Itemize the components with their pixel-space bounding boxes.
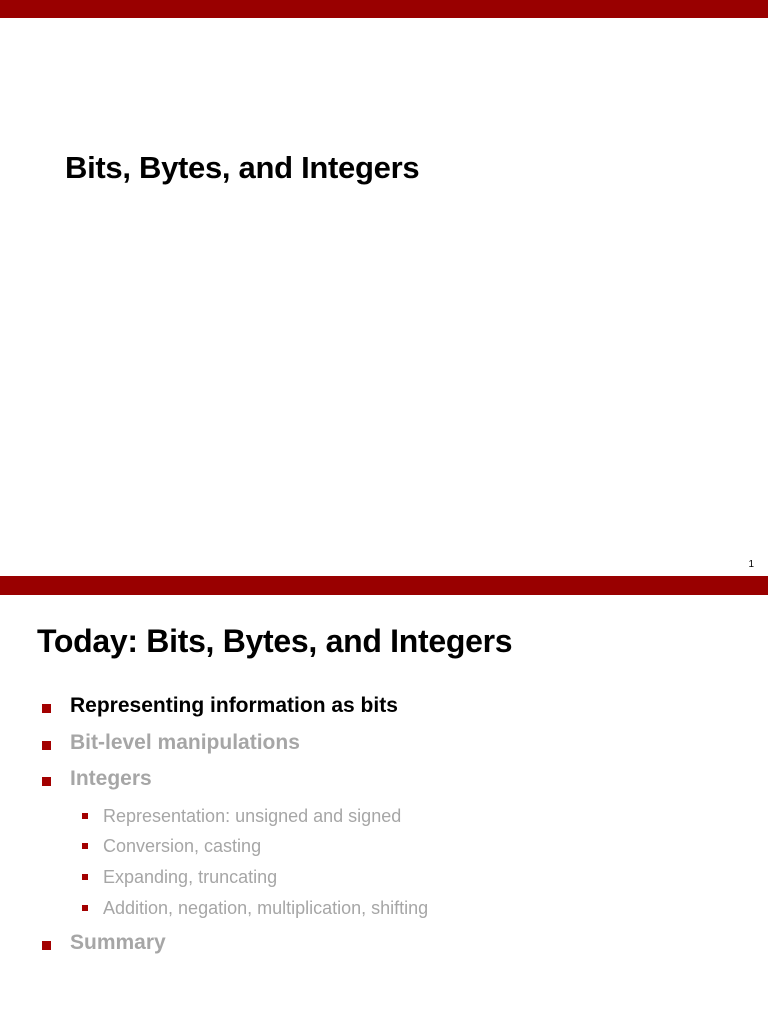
square-bullet-icon — [42, 741, 51, 750]
page-number: 1 — [748, 559, 754, 570]
square-bullet-icon — [42, 941, 51, 950]
square-bullet-icon — [82, 813, 88, 819]
sub-bullet-label: Expanding, truncating — [103, 867, 278, 887]
sub-bullet-label: Conversion, casting — [103, 836, 262, 856]
top-accent-bar — [0, 0, 768, 18]
square-bullet-icon — [82, 874, 88, 880]
bullet-label: Summary — [70, 931, 166, 954]
agenda-slide — [0, 576, 768, 1024]
square-bullet-icon — [82, 905, 88, 911]
square-bullet-icon — [42, 704, 51, 713]
bullet-label: Integers — [70, 767, 152, 790]
square-bullet-icon — [82, 843, 88, 849]
slide-title: Today: Bits, Bytes, and Integers — [37, 623, 513, 659]
bullet-label: Representing information as bits — [70, 694, 398, 717]
slide-title: Bits, Bytes, and Integers — [65, 150, 420, 185]
bullet-label: Bit-level manipulations — [70, 731, 300, 754]
square-bullet-icon — [42, 777, 51, 786]
top-accent-bar — [0, 576, 768, 595]
sub-bullet-label: Representation: unsigned and signed — [103, 806, 402, 826]
sub-bullet-label: Addition, negation, multiplication, shifting — [103, 898, 429, 918]
